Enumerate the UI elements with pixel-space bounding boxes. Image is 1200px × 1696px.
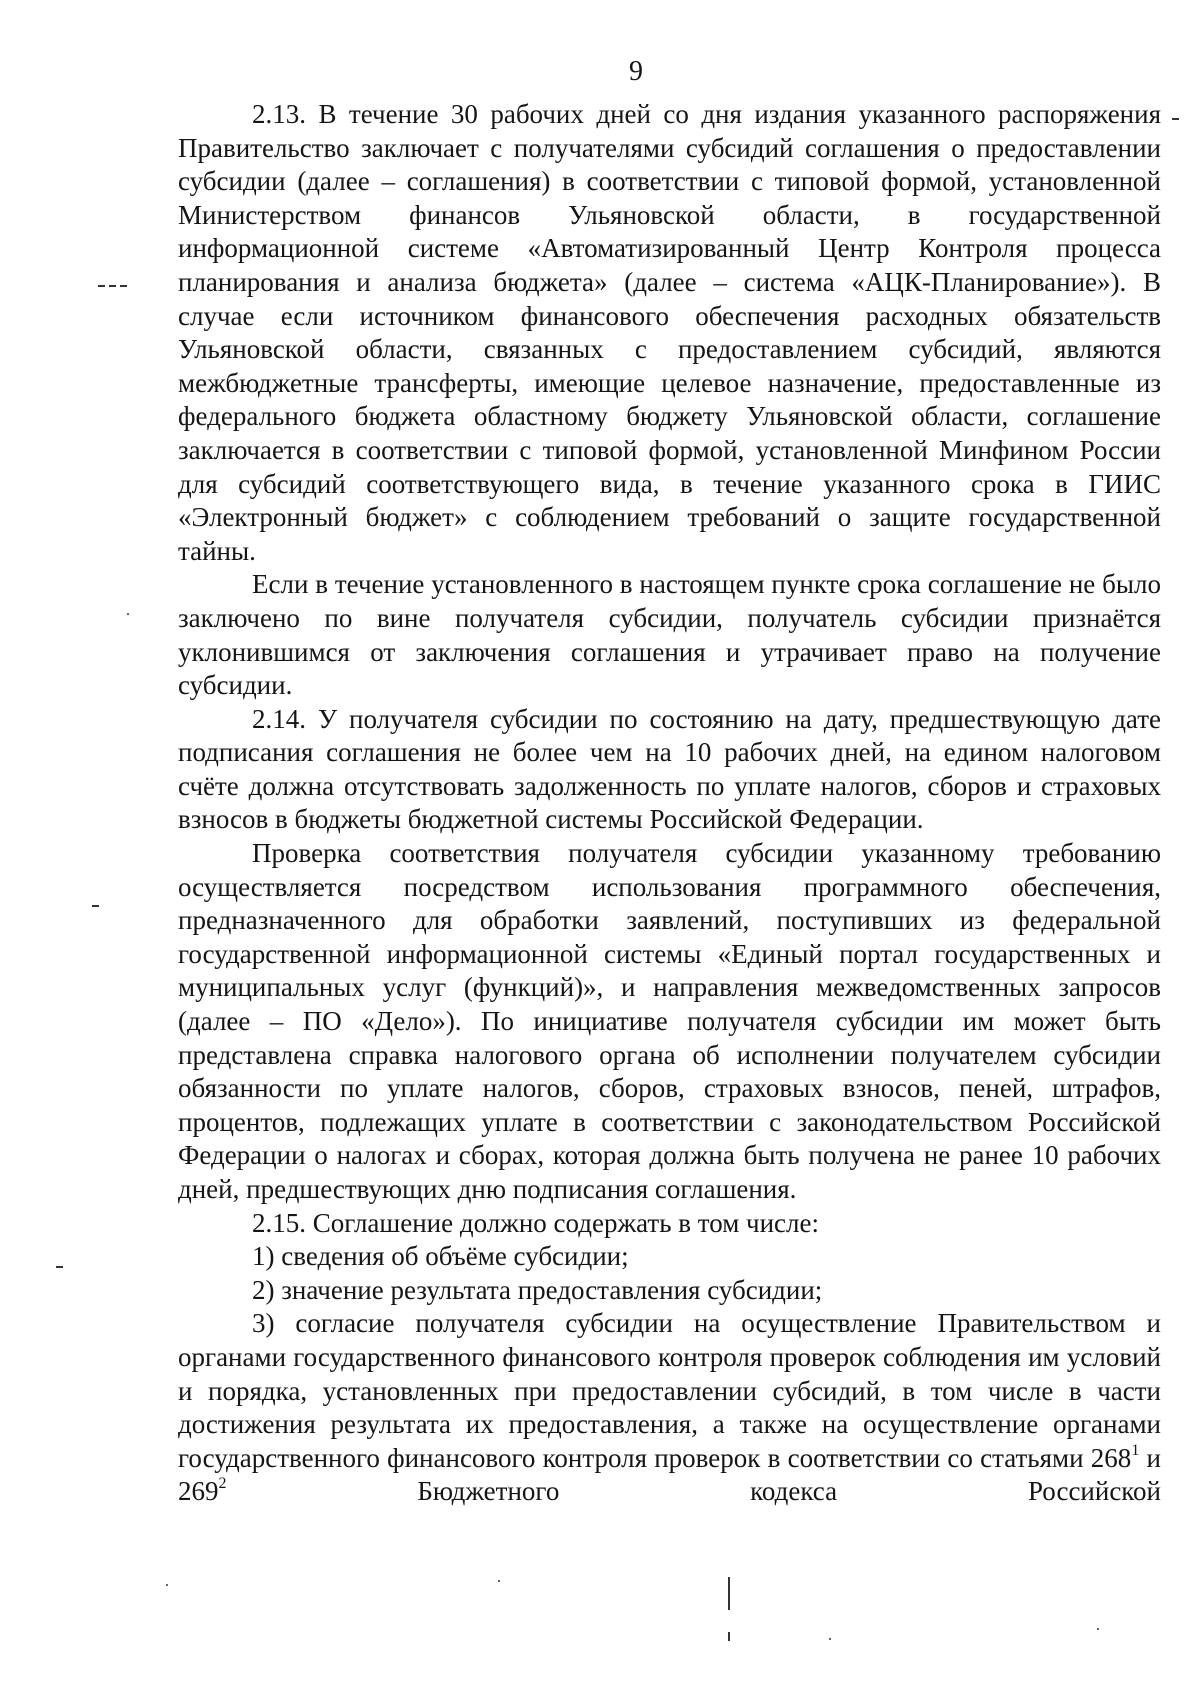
scan-artifact-mark — [109, 285, 116, 287]
document-body — [178, 98, 1161, 1509]
scan-artifact-mark — [829, 1638, 831, 1640]
scan-artifact-mark — [728, 1577, 730, 1610]
paragraph-2-14: 2.14. У получателя субсидии по состоянию на дату, предшествующую дате подписания соглашения не более чем на 10 рабочих дней, на едином налоговом счёте должна отсутствовать задолженность по уплате налогов, сборов и страховых взносов в бюджеты бюджетной системы Российской Федерации. — [178, 703, 1161, 835]
paragraph-2-13: 2.13. В течение 30 рабочих дней со дня издания указанного распоряжения Правительство заключает с получателями субсидий соглашения о предоставлении субсидии (далее – соглашения) в соответствии с типовой формой, установленной Министерством финансов Ульяновской области, в государственной информационной системе «Автоматизированный Центр Контроля процесса планирования и анализа бюджета» (далее – система «АЦК-Планирование»). В случае если источником финансового обеспечения расходных обязательств Ульяновской области, связанных с предоставлением субсидий, являются межбюджетные трансферты, имеющие целевое назначение, предоставленные из федерального бюджета областному бюджету Ульяновской области, соглашение заключается в соответствии с типовой формой, установленной Минфином России для субсидий соответствующего вида, в течение указанного срока в ГИИС «Электронный бюджет» с соблюдением требований о защите государственной тайны. — [178, 99, 1161, 566]
paragraph-verification: Проверка соответствия получателя субсидии указанному требованию осуществляется посредством использования программного обеспечения, предназначенного для обработки заявлений, поступивших из федеральной государственной информационной системы «Единый портал государственных и муниципальных услуг (функций)», и направления межведомственных запросов (далее – ПО «Дело»). По инициативе получателя субсидии им может быть представлена справка налогового органа об исполнении получателем субсидии обязанности по уплате налогов, сборов, страховых взносов, пеней, штрафов, процентов, подлежащих уплате в соответствии с законодательством Российской Федерации о налогах и сборах, которая должна быть получена не ранее 10 рабочих дней, предшествующих дню подписания соглашения. — [178, 838, 1161, 1204]
scan-artifact-mark — [166, 1584, 168, 1586]
list-item-3-text-between: и 269 — [178, 1442, 1161, 1507]
paragraph-2-15: 2.15. Соглашение должно содержать в том числе: — [252, 1207, 819, 1238]
list-item-1: 1) сведения об объёме субсидии; — [252, 1241, 629, 1272]
scan-artifact-mark — [56, 1266, 63, 1268]
scan-artifact-mark — [1172, 118, 1179, 120]
list-item-3-text: 3) согласие получателя субсидии на осуществление Правительством и органами государственного финансового контроля проверок соблюдения им условий и порядка, установленных при предоставлении субсидий, в том числе в части достижения результата их предоставления, а также на осуществление органами государственного финансового контроля проверок в соответствии со статьями 268 — [178, 1308, 1161, 1473]
page-number: 9 — [629, 56, 643, 87]
paragraph-agreement-failure: Если в течение установленного в настоящем пункте срока соглашение не было заключено по вине получателя субсидии, получатель субсидии признаётся уклонившимся от заключения соглашения и утрачивает право на получение субсидии. — [178, 569, 1161, 701]
scan-artifact-mark — [1097, 1628, 1099, 1630]
superscript-2: 2 — [218, 1475, 227, 1493]
scan-artifact-mark — [92, 905, 99, 907]
scan-artifact-mark — [98, 285, 105, 287]
list-item-3-text-after: Бюджетного кодекса Российской — [226, 1476, 1161, 1507]
list-item-3 — [178, 1307, 1161, 1509]
scan-artifact-mark — [120, 285, 127, 287]
scan-artifact-mark — [498, 1580, 500, 1582]
scan-artifact-mark — [127, 613, 129, 615]
list-item-2: 2) значение результата предоставления субсидии; — [252, 1274, 823, 1305]
superscript-1: 1 — [1131, 1441, 1140, 1459]
scan-artifact-mark — [728, 1632, 730, 1641]
